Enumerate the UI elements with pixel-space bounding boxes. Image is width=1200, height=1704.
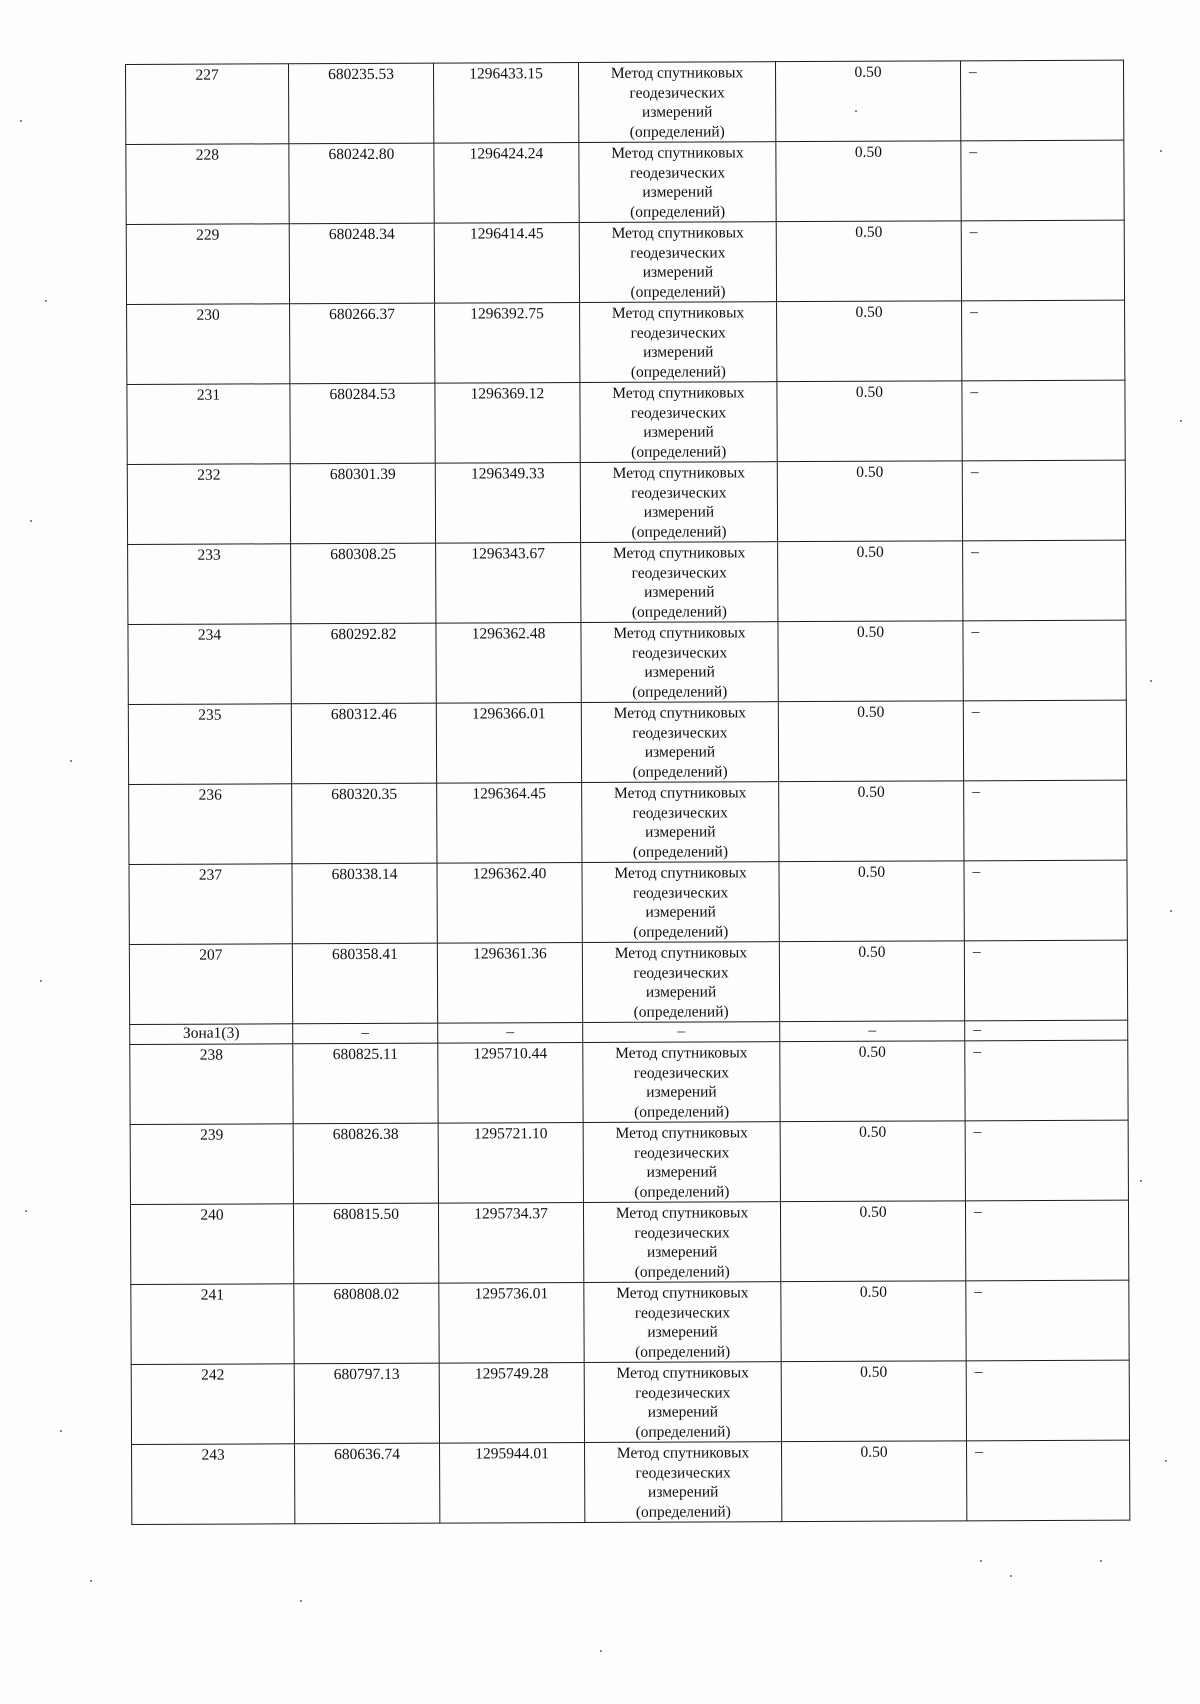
method-line: измерений — [644, 663, 715, 681]
y-coordinate-cell: 1295721.10 — [438, 1123, 583, 1204]
table-row — [132, 1440, 1130, 1524]
method-line: измерений — [644, 743, 716, 761]
accuracy-cell: 0.50 — [781, 1281, 966, 1362]
x-coordinate-cell: 680284.53 — [290, 383, 435, 464]
method-line: Метод спутниковых — [612, 464, 745, 482]
point-number-cell: 233 — [128, 544, 291, 625]
accuracy-cell: 0.50 — [779, 781, 964, 862]
y-coordinate-cell: 1295710.44 — [438, 1043, 583, 1124]
point-number-cell: 239 — [130, 1124, 293, 1205]
description-cell: – — [964, 780, 1127, 861]
method-line: Метод спутниковых — [614, 864, 747, 882]
y-coordinate-cell: 1296369.12 — [435, 383, 580, 464]
method-line: измерений — [643, 503, 715, 521]
method-line: геодезических — [631, 483, 727, 502]
y-coordinate-cell: – — [438, 1023, 583, 1044]
point-number-cell: 240 — [130, 1204, 293, 1285]
y-coordinate-cell: 1296362.48 — [436, 623, 581, 704]
x-coordinate-cell: 680292.82 — [291, 623, 436, 704]
point-number-cell: 228 — [126, 144, 289, 225]
x-coordinate-cell: – — [293, 1023, 438, 1044]
method-line: геодезических — [633, 963, 729, 982]
method-line: измерений — [643, 423, 714, 441]
table-row — [128, 620, 1126, 704]
method-line: (определений) — [634, 1262, 730, 1281]
method-line: геодезических — [635, 1463, 731, 1482]
x-coordinate-cell: 680320.35 — [292, 783, 437, 864]
method-line: измерений — [644, 583, 715, 601]
accuracy-cell: 0.50 — [780, 1121, 965, 1202]
method-line: (определений) — [635, 1422, 731, 1441]
method-line: Метод спутниковых — [610, 64, 744, 82]
point-number-cell: Зона1(3) — [130, 1024, 293, 1045]
point-number-cell: 227 — [126, 64, 289, 145]
description-cell: – — [965, 1020, 1128, 1041]
x-coordinate-cell: 680825.11 — [293, 1043, 438, 1124]
description-cell: – — [966, 1360, 1129, 1441]
table-row — [127, 460, 1125, 544]
x-coordinate-cell: 680242.80 — [289, 143, 434, 224]
scan-speck — [45, 300, 47, 302]
method-line: геодезических — [634, 1303, 731, 1322]
description-cell: – — [964, 940, 1127, 1021]
accuracy-cell: – — [780, 1021, 965, 1042]
y-coordinate-cell: 1296392.75 — [435, 303, 580, 384]
point-number-cell: 232 — [127, 464, 290, 545]
method-line: геодезических — [629, 83, 725, 102]
method-line: Метод спутниковых — [616, 1284, 749, 1302]
method-cell — [583, 1022, 780, 1043]
method-cell — [579, 222, 776, 303]
method-line: геодезических — [634, 1143, 730, 1162]
description-cell: – — [967, 1440, 1130, 1521]
scan-speck — [1140, 1180, 1142, 1182]
method-line: Метод спутниковых — [615, 1204, 749, 1222]
table-row — [130, 1200, 1128, 1284]
x-coordinate-cell: 680797.13 — [294, 1363, 439, 1444]
table-row — [126, 60, 1124, 144]
description-cell: – — [961, 140, 1124, 221]
method-cell — [583, 1202, 780, 1283]
method-line: (определений) — [630, 282, 726, 301]
method-line: Метод спутниковых — [613, 784, 747, 802]
x-coordinate-cell: 680808.02 — [294, 1283, 439, 1364]
scan-speck — [600, 1650, 602, 1652]
y-coordinate-cell: 1296433.15 — [433, 63, 578, 144]
accuracy-cell: 0.50 — [775, 61, 960, 142]
table-row — [130, 1120, 1128, 1204]
accuracy-cell: 0.50 — [777, 461, 962, 542]
description-cell: – — [962, 300, 1125, 381]
description-cell: – — [963, 700, 1126, 781]
accuracy-cell: 0.50 — [780, 1041, 965, 1122]
description-cell: – — [965, 1120, 1128, 1201]
accuracy-cell: 0.50 — [778, 701, 963, 782]
scan-speck — [20, 120, 22, 122]
y-coordinate-cell: 1296366.01 — [436, 703, 581, 784]
method-line: измерений — [647, 1483, 719, 1501]
method-line: (определений) — [633, 922, 729, 941]
table-row — [129, 860, 1127, 944]
y-coordinate-cell: 1296343.67 — [436, 543, 581, 624]
method-line: геодезических — [630, 403, 727, 422]
table-row — [131, 1360, 1129, 1444]
description-cell: – — [963, 620, 1126, 701]
accuracy-cell: 0.50 — [780, 1201, 965, 1282]
table-row — [127, 300, 1125, 384]
point-number-cell: 237 — [129, 864, 292, 945]
scan-speck — [40, 980, 42, 982]
method-cell — [584, 1282, 781, 1363]
table-row — [129, 780, 1127, 864]
coordinates-table-body — [126, 60, 1130, 1524]
method-line: измерений — [645, 823, 716, 841]
method-line: измерений — [641, 103, 713, 121]
method-line: измерений — [645, 983, 717, 1001]
method-line: Метод спутниковых — [611, 304, 745, 322]
method-line: (определений) — [630, 362, 726, 381]
description-cell: – — [963, 540, 1126, 621]
y-coordinate-cell: 1296349.33 — [435, 463, 580, 544]
table-row — [131, 1280, 1129, 1364]
point-number-cell: 235 — [128, 704, 291, 785]
method-line: геодезических — [631, 643, 728, 662]
scan-speck — [60, 1430, 62, 1432]
scan-speck — [1010, 1575, 1012, 1577]
method-line: измерений — [647, 1323, 718, 1341]
point-number-cell: 207 — [129, 944, 292, 1025]
table-row — [129, 940, 1127, 1024]
method-line: (определений) — [631, 522, 727, 541]
method-line: Метод спутниковых — [611, 144, 744, 162]
point-number-cell: 236 — [129, 784, 292, 865]
method-line: измерений — [643, 343, 714, 361]
scan-speck — [1160, 150, 1162, 152]
method-line: (определений) — [635, 1342, 731, 1361]
point-number-cell: 238 — [130, 1044, 293, 1125]
scan-speck — [30, 520, 32, 522]
method-line: геодезических — [634, 1223, 730, 1242]
accuracy-cell: 0.50 — [776, 141, 961, 222]
description-cell: – — [965, 1040, 1128, 1121]
method-line: Метод спутниковых — [612, 544, 746, 562]
point-number-cell: 243 — [132, 1444, 295, 1525]
x-coordinate-cell: 680358.41 — [292, 943, 437, 1024]
method-cell — [583, 1122, 780, 1203]
method-line: измерений — [646, 1243, 718, 1261]
table-row — [126, 220, 1124, 304]
x-coordinate-cell: 680815.50 — [293, 1203, 438, 1284]
point-number-cell: 231 — [127, 384, 290, 465]
method-line: Метод спутниковых — [616, 1444, 750, 1462]
method-line: геодезических — [630, 323, 726, 342]
y-coordinate-cell: 1296364.45 — [437, 783, 582, 864]
method-line: (определений) — [632, 682, 728, 701]
method-cell — [580, 382, 777, 463]
scan-speck — [1165, 1460, 1167, 1462]
method-cell — [581, 702, 778, 783]
method-line: геодезических — [632, 803, 728, 822]
scan-speck — [1170, 910, 1172, 912]
y-coordinate-cell: 1296424.24 — [434, 143, 579, 224]
method-cell — [580, 462, 777, 543]
x-coordinate-cell: 680636.74 — [295, 1443, 440, 1524]
coordinates-table — [125, 60, 1130, 1525]
method-line: Метод спутниковых — [615, 1044, 748, 1062]
scan-speck — [300, 1600, 302, 1602]
accuracy-cell: 0.50 — [779, 941, 964, 1022]
method-line: (определений) — [629, 122, 725, 141]
x-coordinate-cell: 680235.53 — [289, 63, 434, 144]
method-line: Метод спутниковых — [613, 704, 747, 722]
description-cell: – — [961, 220, 1124, 301]
point-number-cell: 234 — [128, 624, 291, 705]
accuracy-cell: 0.50 — [779, 861, 964, 942]
method-line: (определений) — [634, 1102, 730, 1121]
method-line: Метод спутниковых — [611, 224, 744, 242]
method-line: (определений) — [634, 1182, 730, 1201]
method-line: Метод спутниковых — [612, 384, 745, 402]
method-line: измерений — [642, 183, 713, 201]
description-cell: – — [966, 1280, 1129, 1361]
accuracy-cell: 0.50 — [778, 541, 963, 622]
y-coordinate-cell: 1295944.01 — [440, 1443, 585, 1524]
y-coordinate-cell: 1296362.40 — [437, 863, 582, 944]
method-line: измерений — [647, 1403, 719, 1421]
accuracy-cell: 0.50 — [782, 1441, 967, 1522]
method-cell — [581, 542, 778, 623]
method-line: Метод спутниковых — [616, 1364, 749, 1382]
method-line: измерений — [642, 263, 714, 281]
method-cell — [582, 862, 779, 943]
scan-speck — [980, 1560, 982, 1562]
method-cell — [578, 62, 775, 143]
method-line: геодезических — [631, 563, 727, 582]
accuracy-cell: 0.50 — [777, 381, 962, 462]
scan-speck — [1180, 420, 1182, 422]
point-number-cell: 241 — [131, 1284, 294, 1365]
method-cell — [582, 942, 779, 1023]
accuracy-cell: 0.50 — [776, 221, 961, 302]
scan-speck — [25, 1210, 27, 1212]
x-coordinate-cell: 680301.39 — [290, 463, 435, 544]
point-number-cell: 242 — [131, 1364, 294, 1445]
method-line: Метод спутниковых — [613, 624, 746, 642]
x-coordinate-cell: 680312.46 — [291, 703, 436, 784]
method-cell — [584, 1362, 781, 1443]
accuracy-cell: 0.50 — [781, 1361, 966, 1442]
table-row — [128, 540, 1126, 624]
scan-speck — [1150, 680, 1152, 682]
method-cell — [579, 142, 776, 223]
accuracy-cell: 0.50 — [777, 301, 962, 382]
method-line: геодезических — [629, 163, 726, 182]
x-coordinate-cell: 680248.34 — [289, 223, 434, 304]
scan-speck — [70, 760, 72, 762]
point-number-cell: 230 — [127, 304, 290, 385]
y-coordinate-cell: 1296361.36 — [437, 943, 582, 1024]
x-coordinate-cell: 680826.38 — [293, 1123, 438, 1204]
y-coordinate-cell: 1295749.28 — [439, 1363, 584, 1444]
method-cell — [581, 622, 778, 703]
table-row — [128, 700, 1126, 784]
table-row — [127, 380, 1125, 464]
method-line: (определений) — [632, 842, 729, 861]
method-cell — [582, 782, 779, 863]
method-line: (определений) — [631, 602, 727, 621]
method-line: геодезических — [632, 723, 728, 742]
method-line: геодезических — [632, 883, 729, 902]
scan-speck — [855, 110, 857, 112]
method-line: Метод спутниковых — [615, 1124, 748, 1142]
method-line: измерений — [645, 903, 716, 921]
y-coordinate-cell: 1295734.37 — [438, 1203, 583, 1284]
x-coordinate-cell: 680266.37 — [290, 303, 435, 384]
accuracy-cell: 0.50 — [778, 621, 963, 702]
method-line: геодезических — [635, 1383, 731, 1402]
method-line: измерений — [646, 1163, 718, 1181]
method-cell — [583, 1042, 780, 1123]
x-coordinate-cell: 680338.14 — [292, 863, 437, 944]
method-line: (определений) — [633, 1002, 729, 1021]
description-cell: – — [962, 460, 1125, 541]
description-cell: – — [964, 860, 1127, 941]
method-line: геодезических — [630, 243, 726, 262]
description-cell: – — [960, 60, 1123, 141]
method-line: геодезических — [633, 1063, 730, 1082]
method-line: (определений) — [630, 202, 726, 221]
description-cell: – — [962, 380, 1125, 461]
method-cell — [585, 1442, 782, 1523]
x-coordinate-cell: 680308.25 — [291, 543, 436, 624]
table-row — [130, 1040, 1128, 1124]
method-line: (определений) — [631, 442, 727, 461]
method-line: Метод спутниковых — [614, 944, 748, 962]
method-cell — [580, 302, 777, 383]
method-line: – — [677, 1022, 686, 1040]
method-line: (определений) — [635, 1502, 731, 1521]
scan-speck — [1100, 1560, 1102, 1562]
method-line: измерений — [646, 1083, 717, 1101]
description-cell: – — [965, 1200, 1128, 1281]
scan-speck — [90, 1580, 92, 1582]
method-line: (определений) — [632, 762, 728, 781]
point-number-cell: 229 — [126, 224, 289, 305]
table-row — [126, 140, 1124, 224]
y-coordinate-cell: 1295736.01 — [439, 1283, 584, 1364]
y-coordinate-cell: 1296414.45 — [434, 223, 579, 304]
